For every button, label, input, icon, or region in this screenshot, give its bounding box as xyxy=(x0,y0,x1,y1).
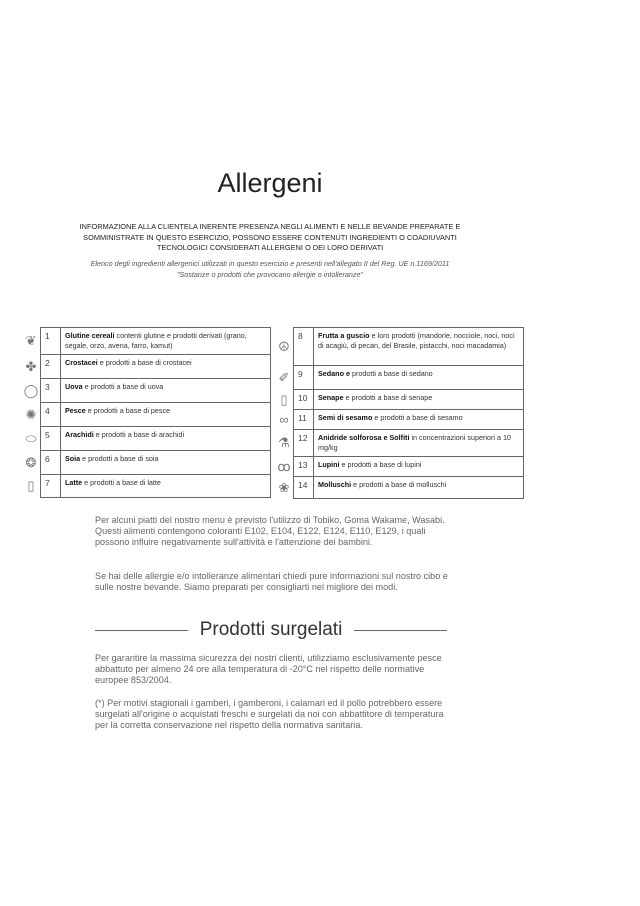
soy-icon: ❂ xyxy=(25,454,37,470)
wheat-icon: ❦ xyxy=(25,333,37,348)
allergen-description xyxy=(314,366,524,390)
allergen-row xyxy=(22,355,271,379)
allergen-detail: e prodotti a base di molluschi xyxy=(351,480,447,489)
allergen-name: Soia xyxy=(65,454,81,463)
celery-icon: ✐ xyxy=(278,369,290,385)
allergen-name: Arachidi xyxy=(65,430,94,439)
allergen-detail: e prodotti a base di latte xyxy=(82,478,161,487)
allergen-row xyxy=(275,366,524,390)
allergen-detail: e prodotti a base di soia xyxy=(80,454,159,463)
allergen-description xyxy=(314,390,524,410)
allergen-detail: in concentrazioni superiori a 10 mg/kg xyxy=(318,433,511,452)
allergen-number: 8 xyxy=(294,328,314,366)
allergen-row xyxy=(22,403,271,427)
allergen-description xyxy=(61,355,271,379)
allergen-row xyxy=(275,328,524,366)
egg-icon: ◯ xyxy=(23,382,39,398)
allergen-number: 7 xyxy=(41,475,61,498)
flask-icon: ⚗ xyxy=(278,435,290,450)
allergen-number: 9 xyxy=(294,366,314,390)
intro-caps: INFORMAZIONE ALLA CLIENTELA INERENTE PRESENZA NEGLI ALIMENTI E NELLE BEVANDE PREPARATE E SOMMINISTRATE IN QUESTO ESERCIZIO, POSSONO ESSERE CONTENUTI INGREDIENTI O COADIUVANTI TECNOLOGICI CONSIDERATI ALLERGENI O DEI LORO DERIVATI xyxy=(79,222,461,252)
allergen-detail: e prodotti a base di pesce xyxy=(85,406,171,415)
frozen-fish-paragraph: Per garantire la massima sicurezza dei nostri clienti, utilizziamo esclusivamente pesce abbattuto per almeno 24 ore alla temperatura di -20°C nel rispetto delle normative europee 853/2004. xyxy=(95,653,442,685)
allergen-row xyxy=(275,430,524,457)
divider xyxy=(95,630,188,631)
allergen-name: Senape xyxy=(318,393,344,402)
allergen-table-right xyxy=(275,327,524,499)
allergen-name: Latte xyxy=(65,478,83,487)
allergen-detail: e prodotti a base di arachidi xyxy=(93,430,185,439)
allergen-name: Anidride solforosa e Solfiti xyxy=(318,433,410,442)
sesame-icon: ∞ xyxy=(279,411,289,427)
crustacean-icon: ✤ xyxy=(25,358,37,374)
allergen-detail: prodotti a base di sedano xyxy=(349,369,433,378)
allergen-detail: e prodotti a base di uova xyxy=(82,382,164,391)
allergen-description xyxy=(61,403,271,427)
allergen-detail: e prodotti a base di senape xyxy=(343,393,433,402)
allergen-name: Lupini xyxy=(318,460,340,469)
allergen-row xyxy=(22,475,271,498)
allergen-number: 14 xyxy=(294,477,314,499)
allergen-number: 10 xyxy=(294,390,314,410)
allergen-number: 11 xyxy=(294,410,314,430)
allergen-row xyxy=(22,379,271,403)
allergen-name: Glutine cereali xyxy=(65,331,115,340)
allergen-number: 13 xyxy=(294,457,314,477)
allergen-name: Molluschi xyxy=(318,480,352,489)
allergen-detail: contenti glutine e prodotti derivati (grano, segale, orzo, avena, farro, kamut) xyxy=(65,331,247,350)
mustard-icon: ▯ xyxy=(280,391,288,407)
allergen-number: 6 xyxy=(41,451,61,475)
peanut-icon: ⬭ xyxy=(25,430,37,446)
allergen-number: 3 xyxy=(41,379,61,403)
frozen-heading: Prodotti surgelati xyxy=(199,619,343,640)
allergen-description xyxy=(314,457,524,477)
frozen-section-heading xyxy=(95,619,447,641)
shell-icon: ❀ xyxy=(278,479,290,495)
page-title: Allergeni xyxy=(217,168,323,198)
fish-icon: ✺ xyxy=(25,406,37,422)
nut-icon: ☮ xyxy=(278,338,290,354)
allergen-description xyxy=(61,328,271,355)
allergen-row xyxy=(275,457,524,477)
allergen-number: 5 xyxy=(41,427,61,451)
allergen-description xyxy=(61,427,271,451)
allergen-number: 2 xyxy=(41,355,61,379)
allergen-number: 4 xyxy=(41,403,61,427)
milk-icon: ▯ xyxy=(27,478,35,493)
allergen-row xyxy=(22,328,271,355)
allergy-info-paragraph: Se hai delle allergie e/o intolleranze alimentari chiedi pure informazioni sul nostro cibo e sulle nostre bevande. Siamo preparati per consigliarti nel migliore dei modi. xyxy=(95,571,448,592)
colorants-paragraph: Per alcuni piatti del nostro menu è previsto l'utilizzo di Tobiko, Goma Wakame, Wasabi. Questi alimenti contengono coloranti E102, E104, E122, E124, E110, E129, i quali possono influire negativamente sull'attività e l'attenzione dei bambini. xyxy=(95,515,445,547)
allergen-detail: e prodotti a base di lupini xyxy=(339,460,422,469)
allergen-number: 1 xyxy=(41,328,61,355)
allergen-row xyxy=(22,427,271,451)
regulation-note: Elenco degli ingredienti allergenici utilizzati in questo esercizio e presenti nell'allegato II del Reg. UE n.1169/2011 xyxy=(90,259,450,268)
allergen-description xyxy=(61,379,271,403)
allergen-description xyxy=(314,477,524,499)
allergen-row xyxy=(275,390,524,410)
allergen-name: Uova xyxy=(65,382,83,391)
divider xyxy=(354,630,447,631)
seasonal-paragraph: (*) Per motivi stagionali i gamberi, i gamberoni, i calamari ed il pollo potrebbero essere surgelati all'origine o acquistati freschi e surgelati da noi con abbattitore di temperatura per la corretta conservazione nel rispetto della normativa sanitaria. xyxy=(95,698,444,730)
allergen-detail: e prodotti a base di crostacei xyxy=(97,358,192,367)
allergen-name: Frutta a guscio xyxy=(318,331,370,340)
allergen-name: Semi di sesamo xyxy=(318,413,373,422)
allergen-number: 12 xyxy=(294,430,314,457)
allergen-name: Crostacei xyxy=(65,358,98,367)
allergen-name: Pesce xyxy=(65,406,86,415)
allergen-description xyxy=(314,410,524,430)
regulation-quote: "Sostanze o prodotti che provocano allergie o intolleranze" xyxy=(176,270,364,279)
allergen-detail: e prodotti a base di sesamo xyxy=(372,413,463,422)
allergen-name: Sedano e xyxy=(318,369,350,378)
intro-italic xyxy=(55,258,485,280)
allergen-row xyxy=(275,410,524,430)
allergen-description xyxy=(61,475,271,498)
allergen-description xyxy=(314,430,524,457)
allergen-row xyxy=(275,477,524,499)
allergen-description xyxy=(61,451,271,475)
lupin-icon: ꝏ xyxy=(277,458,291,474)
allergen-description xyxy=(314,328,524,366)
allergen-detail: e loro prodotti (mandorle, nocciole, noci, noci di acagiù, di pecan, del Brasile, pistacchi, noci macadamia) xyxy=(318,331,515,350)
allergen-table-left xyxy=(22,327,271,498)
allergen-row xyxy=(22,451,271,475)
